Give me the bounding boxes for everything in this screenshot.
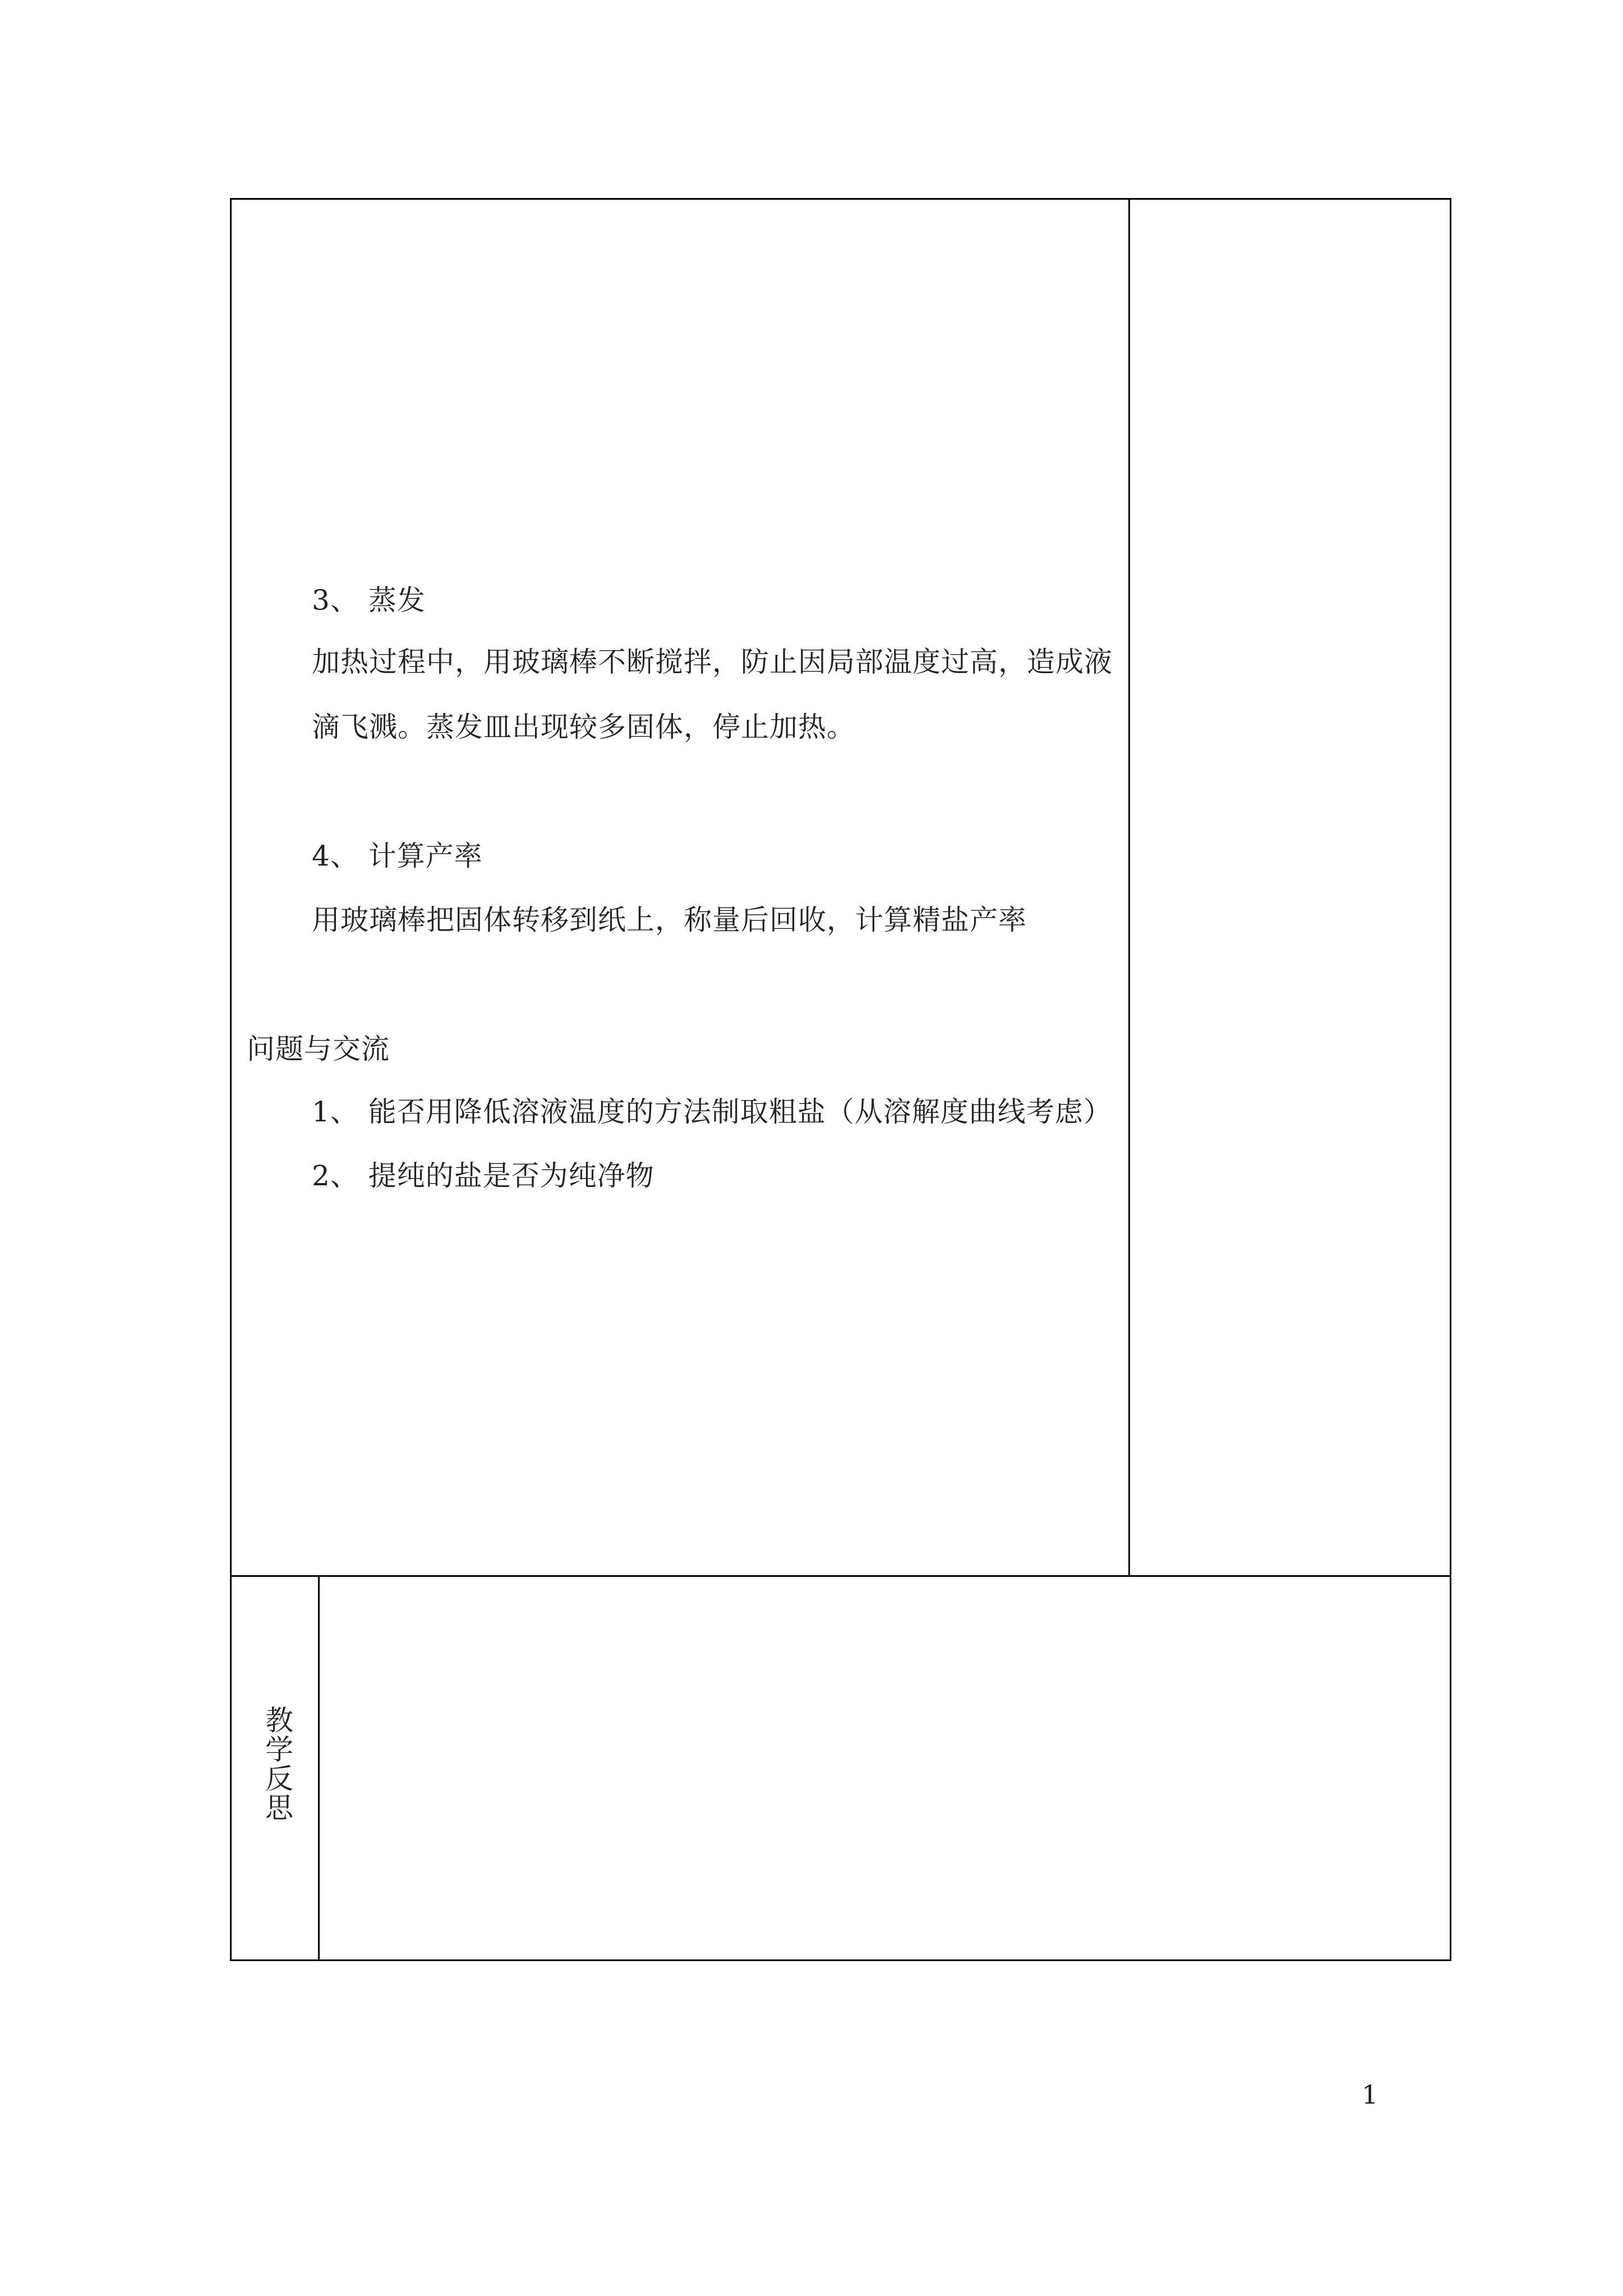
discussion-item-1: 1、 能否用降低溶液温度的方法制取粗盐（从溶解度曲线考虑） [312, 1096, 1112, 1128]
notes-column-divider [1128, 198, 1130, 1577]
teaching-reflection-label: 教学反思 [261, 1705, 293, 1822]
table-left-border [230, 198, 232, 1961]
step3-text-line-2: 滴飞溅。蒸发皿出现较多固体，停止加热。 [312, 711, 855, 743]
table-right-border [1450, 198, 1451, 1961]
table-top-border [230, 198, 1451, 200]
step4-heading: 4、 计算产率 [312, 840, 483, 872]
step3-text-line-1: 加热过程中，用玻璃棒不断搅拌，防止因局部温度过高，造成液 [312, 646, 1113, 678]
step4-text-line-1: 用玻璃棒把固体转移到纸上，称量后回收，计算精盐产率 [312, 904, 1027, 936]
teaching-reflection-cell [320, 1577, 1450, 1959]
discussion-item-2: 2、 提纯的盐是否为纯净物 [312, 1159, 654, 1192]
page-number: 1 [1362, 2079, 1378, 2110]
step3-heading: 3、 蒸发 [312, 584, 426, 616]
discussion-title: 问题与交流 [247, 1033, 390, 1065]
table-bottom-border [230, 1959, 1451, 1961]
